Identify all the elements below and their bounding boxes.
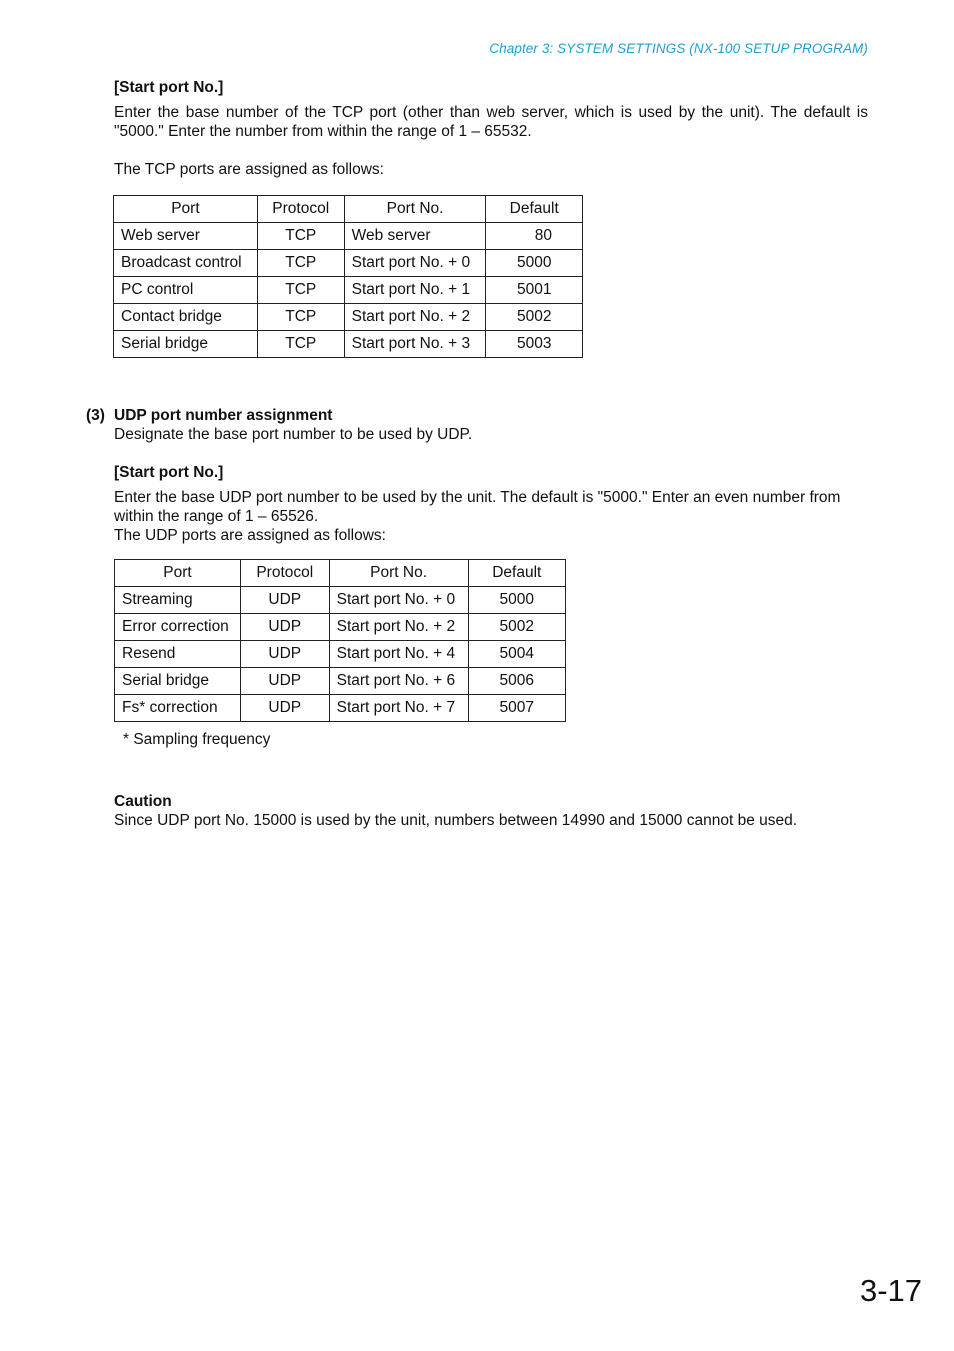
table-row [115,668,566,695]
table-cell: Web server [344,223,486,250]
udp-ports-table [114,559,566,722]
table-cell: TCP [257,223,344,250]
table-cell: 5000 [468,587,565,614]
table-cell: TCP [257,277,344,304]
table-cell: Error correction [115,614,241,641]
udp-intro: The UDP ports are assigned as follows: [114,527,386,544]
table-cell: UDP [240,695,329,722]
table-header-row [115,560,566,587]
tcp-start-port-heading: [Start port No.] [114,79,224,96]
column-header: Protocol [257,196,344,223]
table-cell: Web server [114,223,258,250]
column-header: Port [114,196,258,223]
udp-description: Enter the base UDP port number to be used by the unit. The default is "5000." Enter an even number from within the range of 1 – 65526. [114,489,841,525]
table-cell: 5003 [486,331,583,358]
column-header: Default [486,196,583,223]
table-cell: Start port No. + 3 [344,331,486,358]
table-cell: Resend [115,641,241,668]
table-cell: Serial bridge [114,331,258,358]
tcp-intro: The TCP ports are assigned as follows: [114,161,384,178]
column-header: Port No. [329,560,468,587]
table-cell: UDP [240,668,329,695]
table-cell: UDP [240,587,329,614]
page-number: 3-17 [859,1273,922,1308]
table-cell: Contact bridge [114,304,258,331]
table-cell: Start port No. + 7 [329,695,468,722]
udp-start-port-heading: [Start port No.] [114,464,224,481]
table-cell: TCP [257,304,344,331]
table-row [115,641,566,668]
table-cell: Start port No. + 6 [329,668,468,695]
table-row [114,250,583,277]
table-cell: 5000 [486,250,583,277]
column-header: Port No. [344,196,486,223]
table-cell: 5006 [468,668,565,695]
table-cell: Serial bridge [115,668,241,695]
table-cell: TCP [257,331,344,358]
table-cell: UDP [240,614,329,641]
table-row [115,614,566,641]
udp-summary: Designate the base port number to be used by UDP. [114,426,473,443]
udp-section-title: UDP port number assignment [114,407,333,424]
table-cell: 5002 [486,304,583,331]
udp-section-number: (3) [86,407,105,424]
table-cell: Start port No. + 0 [344,250,486,277]
footnote: * Sampling frequency [123,731,271,748]
table-row [114,223,583,250]
table-cell: Start port No. + 2 [344,304,486,331]
table-cell: 5002 [468,614,565,641]
table-header-row [114,196,583,223]
caution-text: Since UDP port No. 15000 is used by the unit, numbers between 14990 and 15000 cannot be used. [114,812,798,829]
table-cell: Start port No. + 2 [329,614,468,641]
table-cell: TCP [257,250,344,277]
table-cell: Streaming [115,587,241,614]
table-cell: PC control [114,277,258,304]
table-row [115,587,566,614]
column-header: Port [115,560,241,587]
tcp-ports-table [113,195,583,358]
tcp-description: Enter the base number of the TCP port (other than web server, which is used by the unit). The default is "5000." Enter the number from within the range of 1 – 65532. [114,104,868,140]
table-row [114,277,583,304]
table-cell: 5001 [486,277,583,304]
column-header: Protocol [240,560,329,587]
table-cell: UDP [240,641,329,668]
table-cell: Fs* correction [115,695,241,722]
table-cell: Start port No. + 1 [344,277,486,304]
table-row [115,695,566,722]
table-cell: 80 [486,223,583,250]
column-header: Default [468,560,565,587]
table-cell: 5004 [468,641,565,668]
chapter-header: Chapter 3: SYSTEM SETTINGS (NX-100 SETUP PROGRAM) [489,41,868,56]
table-cell: Start port No. + 0 [329,587,468,614]
table-row [114,304,583,331]
caution-title: Caution [114,793,172,810]
table-cell: 5007 [468,695,565,722]
table-row [114,331,583,358]
table-cell: Start port No. + 4 [329,641,468,668]
table-cell: Broadcast control [114,250,258,277]
